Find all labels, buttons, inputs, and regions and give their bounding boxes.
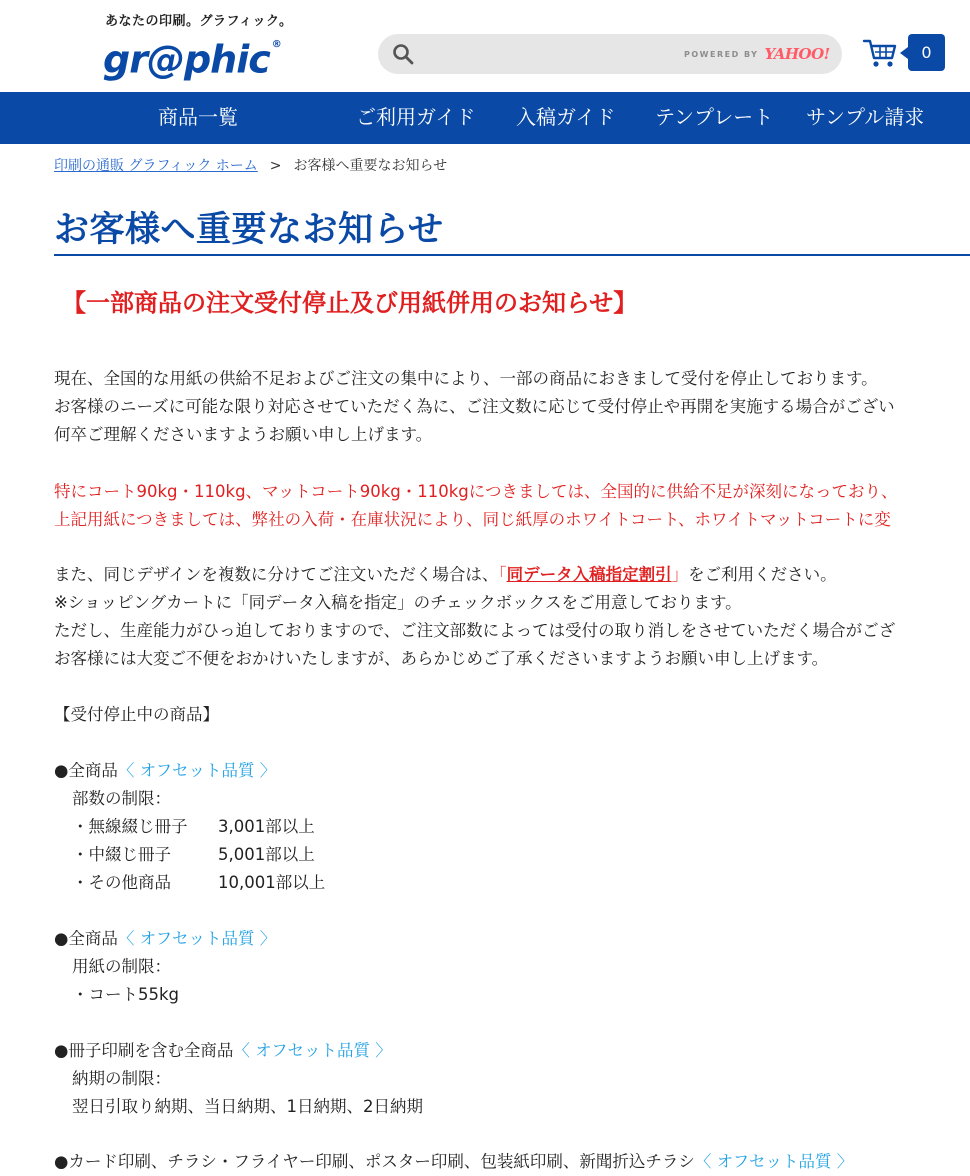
discount-line: お客様には大変ご不便をおかけいたしますが、あらかじめご了承くださいますようお願い申し上げます。	[54, 649, 829, 668]
section-title	[54, 1148, 853, 1176]
offset-quality-link[interactable]: 〈 オフセット品質 〉	[117, 929, 277, 948]
limit-row-name: ・その他商品	[72, 873, 171, 892]
same-data-discount-link[interactable]: 同データ入稿指定割引	[506, 565, 672, 584]
limit-row-value: 10,001部以上	[218, 873, 326, 892]
breadcrumb-current: お客様へ重要なお知らせ	[293, 158, 448, 174]
section-title-text: ●冊子印刷を含む全商品	[54, 1041, 234, 1060]
quote-open: 「	[498, 565, 507, 584]
breadcrumb-separator: >	[269, 158, 282, 174]
offset-quality-link[interactable]: 〈 オフセット品質 〉	[233, 1041, 392, 1060]
nav-item-templates[interactable]: テンプレート	[655, 105, 774, 129]
main-nav	[0, 92, 970, 144]
limit-row	[72, 869, 325, 897]
quote-close: 」	[671, 565, 689, 584]
section-item: 翌日引取り納期、当日納期、1日納期、2日納期	[72, 1097, 423, 1116]
breadcrumb	[54, 155, 447, 175]
site-header	[0, 0, 970, 92]
limit-row-name: ・中綴じ冊子	[72, 845, 171, 864]
section-title-text: ●全商品	[54, 929, 118, 948]
section-title	[54, 757, 276, 785]
limit-row	[72, 813, 315, 841]
section-title-text: ●全商品	[54, 761, 118, 780]
discount-suffix: をご利用ください。	[688, 565, 837, 584]
search-input[interactable]	[424, 40, 664, 68]
limit-row-value: 5,001部以上	[218, 845, 315, 864]
section-title	[54, 925, 276, 953]
search-icon[interactable]	[392, 43, 414, 65]
limit-row	[72, 841, 315, 869]
section-sub-label: 用紙の制限：	[72, 957, 171, 976]
yahoo-logo: YAHOO!	[764, 45, 830, 63]
intro-line: 現在、全国的な用紙の供給不足およびご注文の集中により、一部の商品におきまして受付を停止しております。	[54, 369, 878, 388]
logo-text: gr@phic	[103, 37, 270, 82]
nav-item-submission-guide[interactable]: 入稿ガイド	[516, 105, 616, 129]
limit-row-value: 3,001部以上	[218, 817, 315, 836]
powered-by-badge	[684, 45, 830, 63]
nav-item-usage-guide[interactable]: ご利用ガイド	[356, 105, 476, 129]
discount-line	[54, 561, 837, 589]
offset-quality-link[interactable]: 〈 オフセット品質 〉	[694, 1152, 854, 1171]
site-logo[interactable]	[103, 34, 281, 83]
notice-heading: 【一部商品の注文受付停止及び用紙併用のお知らせ】	[62, 289, 638, 317]
title-divider	[54, 254, 970, 256]
discount-line: ※ショッピングカートに「同データ入稿を指定」のチェックボックスをご用意しております。	[54, 593, 742, 612]
intro-line: お客様のニーズに可能な限り対応させていただく為に、ご注文数に応じて受付停止や再開を実施する場合がござい	[54, 397, 895, 416]
discount-line: ただし、生産能力がひっ迫しておりますので、ご注文部数によっては受付の取り消しをさせていただく場合がござ	[54, 621, 896, 640]
breadcrumb-home-link[interactable]: 印刷の通販 グラフィック ホーム	[54, 158, 258, 174]
nav-item-sample-request[interactable]: サンプル請求	[806, 105, 925, 129]
section-sub-label: 納期の制限：	[72, 1069, 171, 1088]
paper-shortage-notice-line: 特にコート90kg・110kg、マットコート90kg・110kgにつきましては、全国的に供給不足が深刻になっており、	[54, 482, 898, 501]
discount-prefix: また、同じデザインを複数に分けてご注文いただく場合は、	[54, 565, 499, 584]
offset-quality-link[interactable]: 〈 オフセット品質 〉	[117, 761, 277, 780]
registered-mark: ®	[271, 39, 281, 50]
section-title	[54, 1037, 392, 1065]
site-tagline: あなたの印刷。グラフィック。	[105, 14, 293, 29]
search-bar	[378, 34, 842, 74]
paper-shortage-notice-line: 上記用紙につきましては、弊社の入荷・在庫状況により、同じ紙厚のホワイトコート、ホワイトマットコートに変	[54, 510, 891, 529]
section-sub-label: 部数の制限：	[72, 789, 171, 808]
section-item: ・コート55kg	[72, 985, 180, 1004]
stopped-products-heading: 【受付停止中の商品】	[54, 705, 219, 724]
nav-item-products[interactable]: 商品一覧	[158, 105, 238, 129]
page-title: お客様へ重要なお知らせ	[54, 210, 444, 250]
cart-count-badge[interactable]: 0	[908, 34, 945, 71]
cart-icon[interactable]	[862, 36, 898, 70]
limit-row-name: ・無線綴じ冊子	[72, 817, 188, 836]
powered-by-label: POWERED BY	[684, 49, 759, 59]
intro-line: 何卒ご理解くださいますようお願い申し上げます。	[54, 425, 433, 444]
section-title-text: ●カード印刷、チラシ・フライヤー印刷、ポスター印刷、包装紙印刷、新聞折込チラシ	[54, 1152, 695, 1171]
